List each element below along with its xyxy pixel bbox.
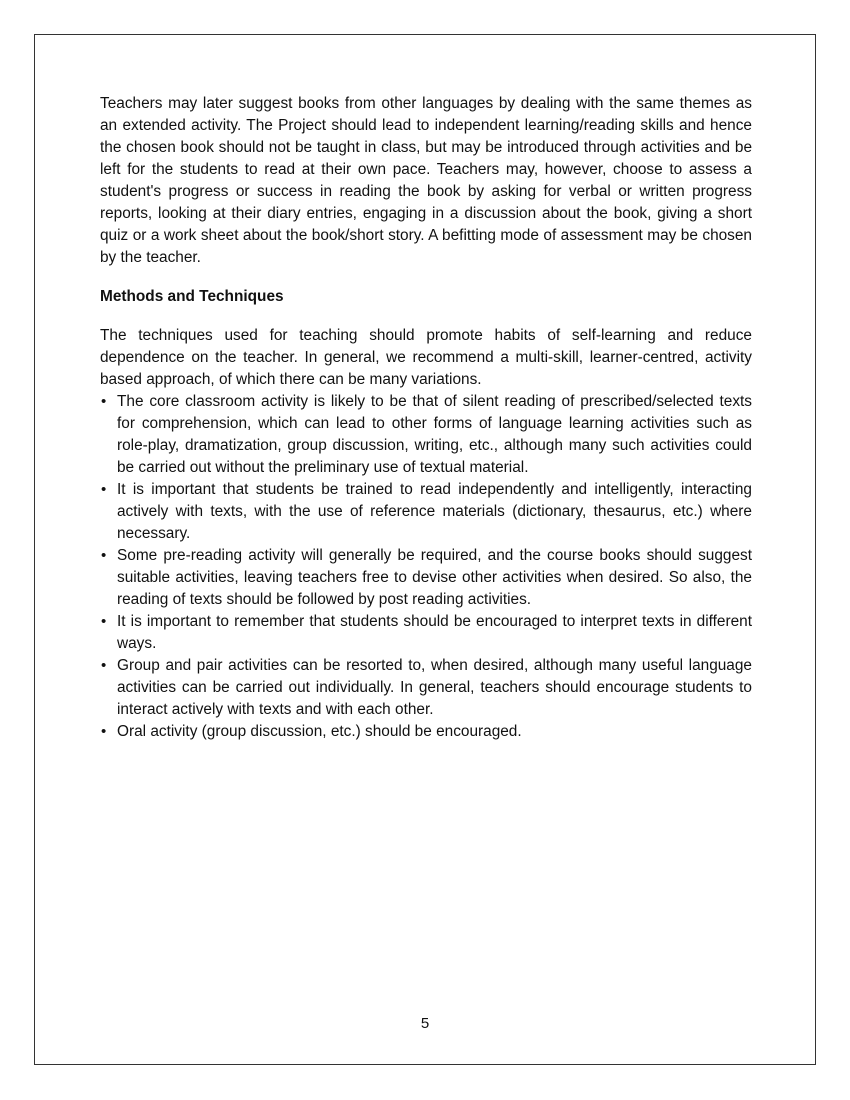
list-item bbox=[100, 479, 752, 545]
list-item bbox=[100, 655, 752, 721]
page-content bbox=[100, 93, 752, 743]
section-paragraph: The techniques used for teaching should promote habits of self-learning and reduce dependence on the teacher. In general, we recommend a multi-skill, learner-centred, activity based approach, of which there can be many variations. bbox=[100, 327, 752, 388]
list-item-text: Oral activity (group discussion, etc.) should be encouraged. bbox=[117, 723, 522, 740]
page-number: 5 bbox=[420, 1015, 430, 1032]
list-item-text: Group and pair activities can be resorted to, when desired, although many useful language activities can be carried out individually. In general, teachers should encourage students to interact actively with texts and with each other. bbox=[117, 657, 752, 718]
list-item bbox=[100, 721, 752, 743]
list-item-text: It is important that students be trained to read independently and intelligently, interacting actively with texts, with the use of reference materials (dictionary, thesaurus, etc.) where necessary. bbox=[117, 481, 752, 542]
list-item-text: Some pre-reading activity will generally be required, and the course books should suggest suitable activities, leaving teachers free to devise other activities when desired. So also, the reading of texts should be followed by post reading activities. bbox=[117, 547, 752, 608]
list-item bbox=[100, 611, 752, 655]
list-item-text: The core classroom activity is likely to be that of silent reading of prescribed/selected texts for comprehension, which can lead to other forms of language learning activities such as role-play, dramatization, group discussion, writing, etc., although many such activities could be carried out without the preliminary use of textual material. bbox=[117, 393, 752, 476]
list-item bbox=[100, 545, 752, 611]
bullet-icon: • bbox=[101, 657, 107, 674]
bullet-icon: • bbox=[101, 613, 107, 630]
section-heading: Methods and Techniques bbox=[100, 288, 284, 305]
bullet-icon: • bbox=[101, 547, 107, 564]
bullet-icon: • bbox=[101, 481, 107, 498]
list-item bbox=[100, 391, 752, 479]
bullet-list bbox=[100, 391, 752, 743]
intro-paragraph: Teachers may later suggest books from other languages by dealing with the same themes as an extended activity. The Project should lead to independent learning/reading skills and hence the chosen book should not be taught in class, but may be introduced through activities and be left for the students to read at their own pace. Teachers may, however, choose to assess a student's progress or success in reading the book by asking for verbal or written progress reports, looking at their diary entries, engaging in a discussion about the book, giving a short quiz or a work sheet about the book/short story. A befitting mode of assessment may be chosen by the teacher. bbox=[100, 95, 752, 266]
bullet-icon: • bbox=[101, 723, 107, 740]
bullet-icon: • bbox=[101, 393, 107, 410]
list-item-text: It is important to remember that students should be encouraged to interpret texts in different ways. bbox=[117, 613, 752, 652]
